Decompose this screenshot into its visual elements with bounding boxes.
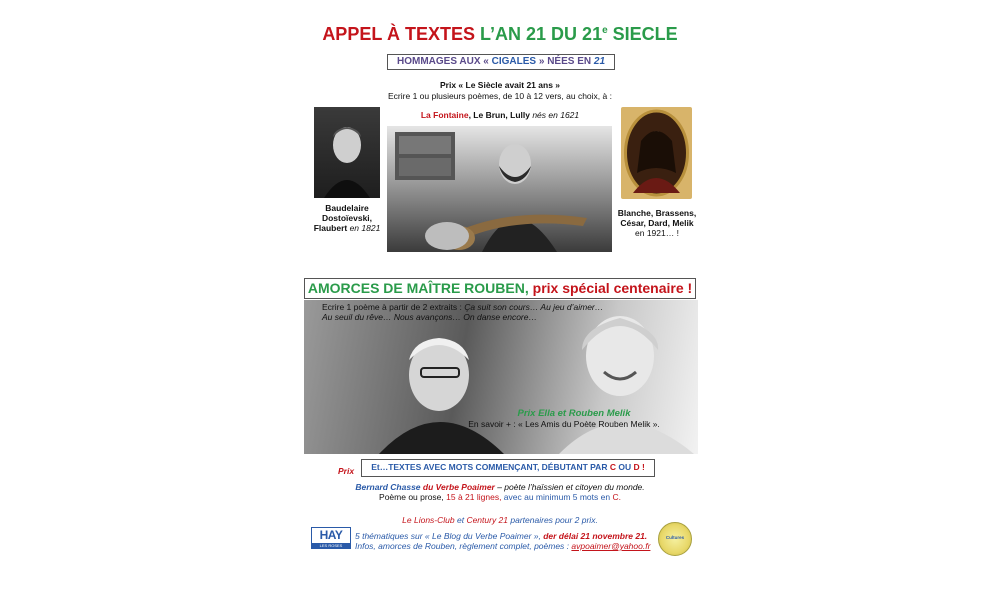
amorces-title-box bbox=[304, 278, 696, 299]
textes-box-ou: OU bbox=[615, 462, 634, 472]
right-caption bbox=[612, 208, 702, 238]
guitarist-illustration-icon bbox=[387, 126, 612, 252]
amorces-instruction: Ecrire 1 poème à partir de 2 extraits : bbox=[322, 302, 465, 312]
partners-line bbox=[350, 515, 650, 525]
lions-club: Le Lions-Club bbox=[402, 515, 455, 525]
bernard-line bbox=[330, 482, 670, 492]
left-caption bbox=[305, 203, 389, 233]
footer-blog: 5 thématiques sur « Le Blog du Verbe Poaimer », bbox=[355, 531, 544, 541]
left-caption-line1: Baudelaire bbox=[325, 203, 369, 213]
title-siecle: SIECLE bbox=[612, 24, 678, 44]
poeme-line bbox=[330, 492, 670, 502]
textes-box-text: Et…TEXTES AVEC MOTS COMMENÇANT, DÉBUTANT PAR bbox=[371, 462, 610, 472]
title-year: L’AN 21 DU 21 bbox=[480, 24, 603, 44]
hay-logo-text: HAY bbox=[319, 528, 343, 542]
amorces-title-green: AMORCES DE MAÎTRE ROUBEN, bbox=[307, 280, 529, 296]
lafontaine-portrait bbox=[621, 107, 692, 199]
email-link[interactable]: avpoaimer@yahoo.fr bbox=[571, 541, 651, 551]
cultures-logo bbox=[658, 522, 692, 556]
baudelaire-portrait bbox=[314, 107, 380, 198]
footer-delai: der délai 21 novembre 21. bbox=[543, 531, 648, 541]
partners-text: partenaires pour 2 prix. bbox=[508, 515, 598, 525]
hay-logo-sub: LES ROSES bbox=[312, 543, 350, 548]
poeme-text1: Poème ou prose, bbox=[379, 492, 447, 502]
hommages-box bbox=[387, 54, 615, 70]
rouben-ella-photo bbox=[304, 300, 698, 454]
name-la-fontaine: La Fontaine bbox=[420, 110, 469, 120]
title-sup: e bbox=[602, 25, 608, 36]
poeme-c: C. bbox=[612, 492, 621, 502]
amorces-extraits1: Ça suit son cours… Au jeu d’aimer… bbox=[464, 302, 604, 312]
names-suffix: nés en 1621 bbox=[529, 110, 580, 120]
couple-illustration-icon bbox=[304, 300, 698, 454]
prix-siecle-title: Prix « Le Siècle avait 21 ans » bbox=[439, 80, 561, 90]
title-part2 bbox=[480, 24, 678, 44]
textes-box-c: C bbox=[609, 462, 616, 472]
left-caption-year: en 1821 bbox=[347, 223, 381, 233]
bernard-rest: – poète l’haïssien et citoyen du monde. bbox=[494, 482, 645, 492]
cultures-logo-text: Cultures bbox=[665, 535, 685, 540]
hommages-cigales: CIGALES bbox=[491, 56, 537, 67]
prix-siecle-instruction: Ecrire 1 ou plusieurs poèmes, de 10 à 12 vers, au choix, à : bbox=[388, 91, 612, 101]
title-part1: APPEL À TEXTES bbox=[322, 24, 476, 44]
footer-info bbox=[355, 531, 651, 551]
page-title bbox=[300, 24, 700, 45]
century-21: Century 21 bbox=[466, 515, 509, 525]
bernard-name: Bernard Chasse bbox=[355, 482, 421, 492]
bernard-verbe: du Verbe Poaimer bbox=[420, 482, 495, 492]
prix-label: Prix bbox=[338, 466, 355, 476]
poeme-text2: avec au minimum 5 mots en bbox=[501, 492, 613, 502]
textes-box-d: D bbox=[633, 462, 640, 472]
oval-portrait-icon bbox=[621, 107, 692, 199]
left-caption-line2: Dostoïevski, bbox=[321, 213, 373, 223]
guitarist-photo bbox=[387, 126, 612, 252]
amorces-text bbox=[322, 302, 642, 322]
en-savoir-plus-link[interactable]: En savoir + : « Les Amis du Poète Rouben Melik ». bbox=[468, 419, 660, 429]
hay-logo bbox=[311, 527, 351, 549]
hommages-text1: HOMMAGES AUX « bbox=[396, 56, 492, 67]
partners-et: et bbox=[454, 515, 467, 525]
prix-ella-rouben: Prix Ella et Rouben Melik bbox=[517, 408, 631, 419]
amorces-extraits2: Au seuil du rêve… Nous avançons… On danse encore… bbox=[322, 312, 537, 322]
right-caption-line2: César, Dard, Melik bbox=[620, 218, 694, 228]
amorces-title-red: prix spécial centenaire ! bbox=[528, 280, 693, 296]
prix-siecle-names bbox=[390, 110, 610, 120]
portrait-silhouette-icon bbox=[314, 107, 380, 198]
hommages-year: 21 bbox=[593, 56, 606, 67]
footer-infos: Infos, amorces de Rouben, règlement complet, poèmes : bbox=[355, 541, 572, 551]
textes-box bbox=[361, 459, 655, 477]
textes-box-excl: ! bbox=[639, 462, 645, 472]
hommages-text2: » NÉES EN bbox=[536, 56, 594, 67]
left-caption-flaubert: Flaubert bbox=[313, 223, 348, 233]
right-caption-line1: Blanche, Brassens, bbox=[617, 208, 697, 218]
names-rest: , Le Brun, Lully bbox=[468, 110, 530, 120]
right-caption-line3: en 1921… ! bbox=[635, 228, 679, 238]
poeme-lignes: 15 à 21 lignes, bbox=[446, 492, 502, 502]
